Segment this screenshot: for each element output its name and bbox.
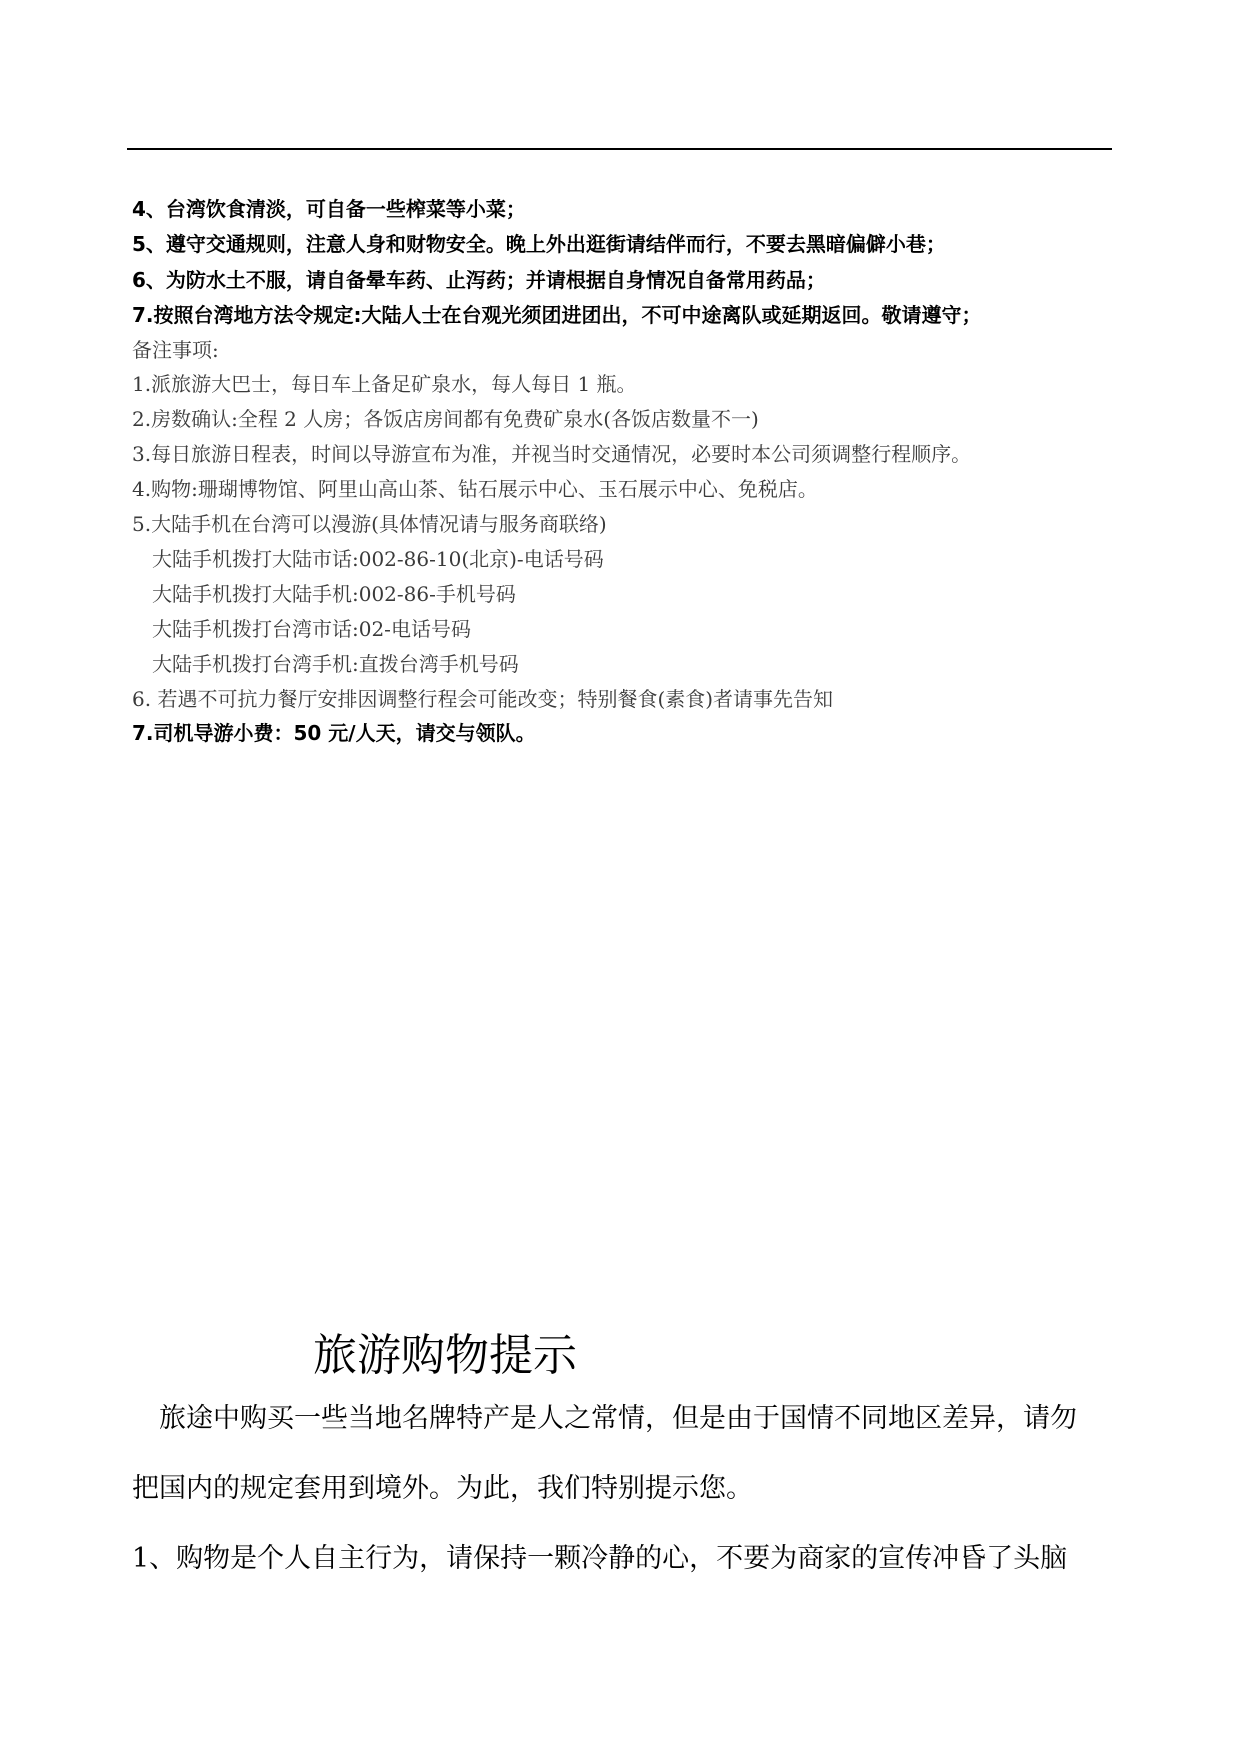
shopping-intro-line-2: 把国内的规定套用到境外。为此，我们特别提示您。 bbox=[132, 1473, 753, 1504]
phone-line-4: 大陆手机拨打台湾手机:直拨台湾手机号码 bbox=[152, 652, 519, 676]
phone-line-2: 大陆手机拨打大陆手机:002-86-手机号码 bbox=[152, 582, 516, 606]
shopping-tips-title: 旅游购物提示 bbox=[313, 1330, 577, 1381]
remark-item-4: 4.购物:珊瑚博物馆、阿里山高山茶、钻石展示中心、玉石展示中心、免税店。 bbox=[132, 477, 818, 501]
rule-item-4: 4、台湾饮食清淡，可自备一些榨菜等小菜； bbox=[132, 197, 526, 221]
remark-item-3: 3.每日旅游日程表，时间以导游宣布为准，并视当时交通情况，必要时本公司须调整行程顺序。 bbox=[132, 442, 972, 466]
remarks-heading: 备注事项: bbox=[132, 338, 219, 362]
rule-item-7: 7.按照台湾地方法令规定:大陆人士在台观光须团进团出，不可中途离队或延期返回。敬请遵守； bbox=[132, 303, 982, 327]
remark-item-5: 5.大陆手机在台湾可以漫游(具体情况请与服务商联络) bbox=[132, 512, 607, 536]
phone-line-1: 大陆手机拨打大陆市话:002-86-10(北京)-电话号码 bbox=[152, 547, 604, 571]
remark-item-2: 2.房数确认:全程 2 人房；各饭店房间都有免费矿泉水(各饭店数量不一) bbox=[132, 407, 759, 431]
remark-item-1: 1.派旅游大巴士，每日车上备足矿泉水，每人每日 1 瓶。 bbox=[132, 372, 637, 396]
rule-item-6: 6、为防水土不服，请自备晕车药、止泻药；并请根据自身情况自备常用药品； bbox=[132, 268, 826, 292]
shopping-point-1: 1、购物是个人自主行为，请保持一颗冷静的心，不要为商家的宣传冲昏了头脑 bbox=[132, 1543, 1068, 1574]
phone-line-3: 大陆手机拨打台湾市话:02-电话号码 bbox=[152, 617, 471, 641]
remark-item-6: 6. 若遇不可抗力餐厅安排因调整行程会可能改变；特别餐食(素食)者请事先告知 bbox=[132, 687, 834, 711]
header-rule bbox=[127, 148, 1112, 150]
shopping-intro-line-1: 旅途中购买一些当地名牌特产是人之常情，但是由于国情不同地区差异，请勿 bbox=[159, 1403, 1077, 1434]
remark-item-7: 7.司机导游小费：50 元/人天，请交与领队。 bbox=[132, 721, 536, 745]
rule-item-5: 5、遵守交通规则，注意人身和财物安全。晚上外出逛街请结伴而行，不要去黑暗偏僻小巷； bbox=[132, 232, 946, 256]
